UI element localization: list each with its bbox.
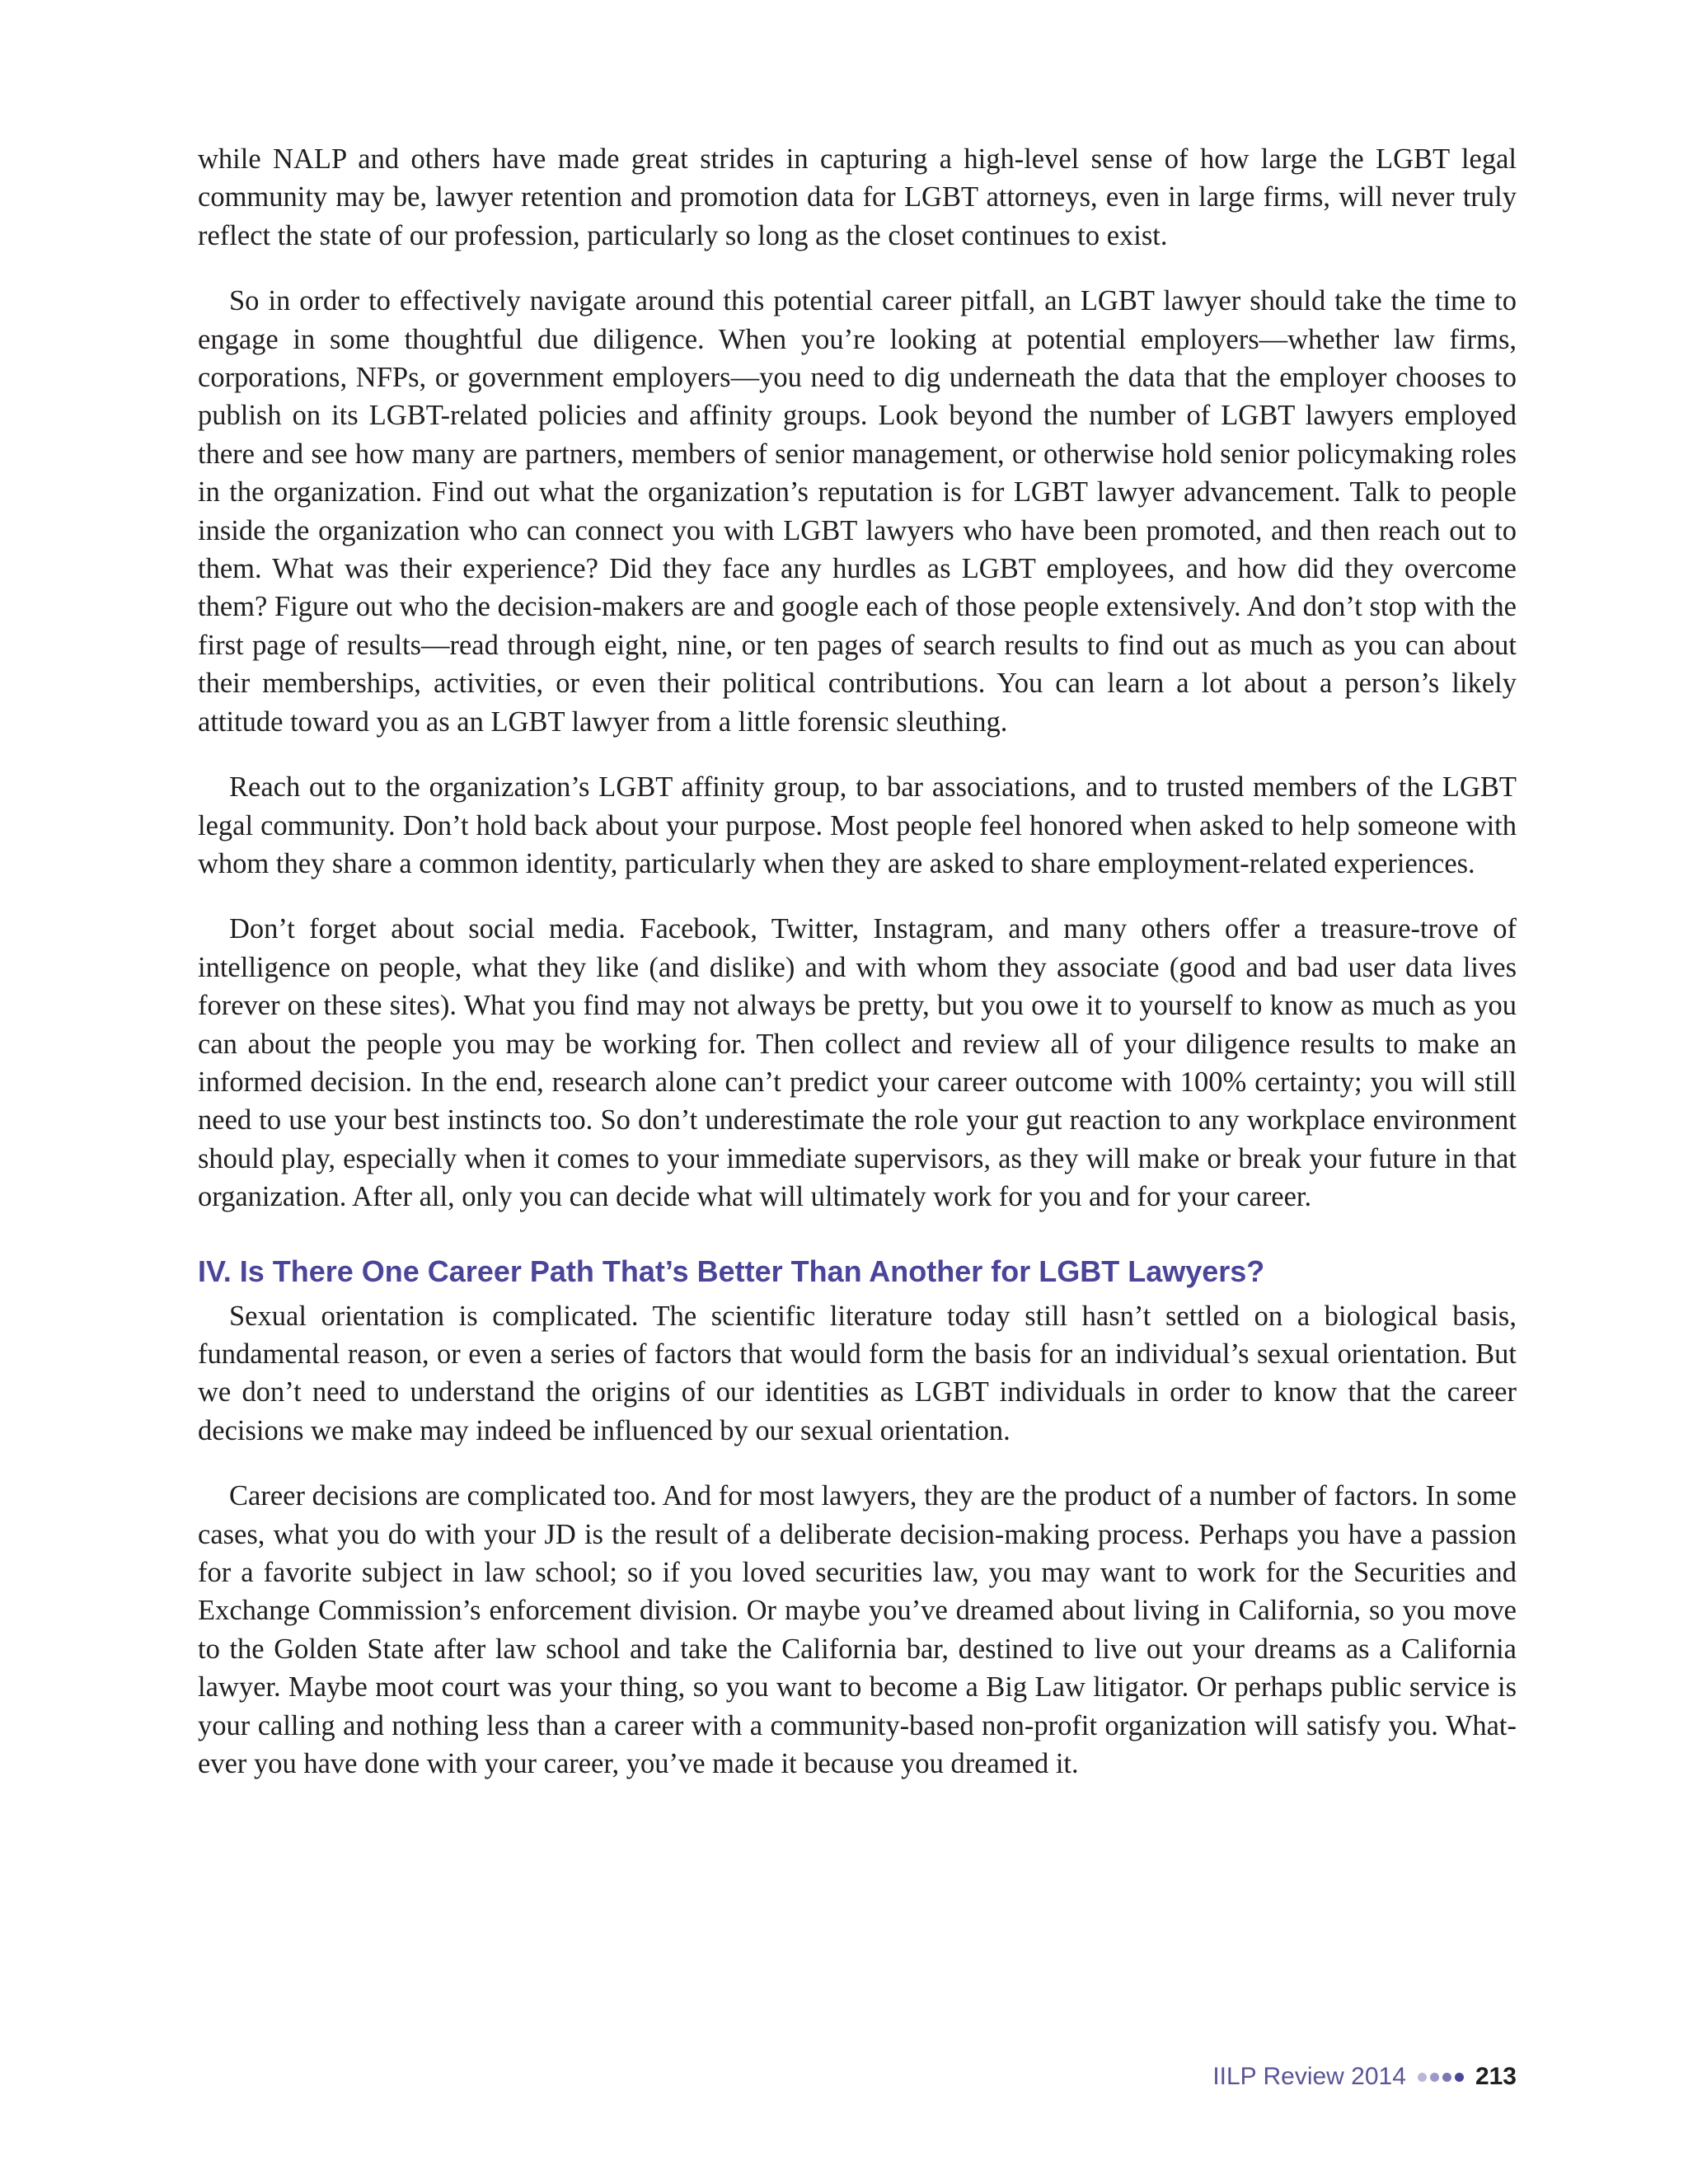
journal-title: IILP Review 2014 xyxy=(1212,2063,1406,2090)
section-heading: IV. Is There One Career Path That’s Better Than Another for LGBT Lawyers? xyxy=(198,1254,1265,1288)
page-body xyxy=(198,140,1517,1810)
footer-dot xyxy=(1418,2073,1427,2082)
paragraph-career-decisions: Career decisions are complicated too. And for most lawyers, they are the product of a number of factors. In some cases, what you do with your JD is the result of a deliberate decision-making process. Perhaps you have a passion for a favorite subject in law school; so if you loved securities law, you may want to work for the Securities and Exchange Commission’s enforcement division. Or maybe you’ve dreamed about living in California, so you move to the Golden State after law school and take the California bar, destined to live out your dreams as a California lawyer. Maybe moot court was your thing, so you want to become a Big Law litigator. Or perhaps public service is your calling and nothing less than a career with a community-based non-profit organization will satisfy you. Whatever you have done with your career, you’ve made it because you dreamed it. xyxy=(198,1480,1517,1780)
page-number: 213 xyxy=(1475,2063,1517,2090)
footer-dot xyxy=(1442,2073,1451,2082)
paragraph-sexual-orientation: Sexual orientation is complicated. The scientific literature today still hasn’t settled on a biological basis, fundamental reason, or even a series of factors that would form the basis for an individual’s sexual orientation. But we don’t need to understand the origins of our identities as LGBT individuals in order to know that the career decisions we make may indeed be influenced by our sexual orientation. xyxy=(198,1300,1517,1446)
footer-dot xyxy=(1455,2073,1464,2082)
paragraph-continued: while NALP and others have made great strides in capturing a high-level sense of how large the LGBT legal community may be, lawyer retention and promotion data for LGBT attorneys, even in large firms, will never truly reflect the state of our profession, particularly so long as the closet continues to exist. xyxy=(198,143,1517,251)
footer-dot xyxy=(1430,2073,1439,2082)
footer-dots-ornament xyxy=(1418,2073,1467,2082)
paragraph-due-diligence: So in order to effectively navigate around this potential career pitfall, an LGBT lawyer should take the time to engage in some thoughtful due diligence. When you’re looking at potential employers—whether law firms, corporations, NFPs, or government employers—you need to dig underneath the data that the employer chooses to publish on its LGBT-related policies and affinity groups. Look beyond the number of LGBT lawyers employed there and see how many are partners, members of senior management, or otherwise hold senior policymaking roles in the organization. Find out what the organization’s reputation is for LGBT lawyer advancement. Talk to people inside the organization who can connect you with LGBT lawyers who have been promoted, and then reach out to them. What was their experience? Did they face any hurdles as LGBT employees, and how did they overcome them? Figure out who the decision-makers are and google each of those people extensively. And don’t stop with the first page of results—read through eight, nine, or ten pages of search results to find out as much as you can about their memberships, activities, or even their political contributions. You can learn a lot about a person’s likely attitude toward you as an LGBT lawyer from a little forensic sleuthing. xyxy=(198,285,1517,738)
paragraph-reach-out: Reach out to the organization’s LGBT affinity group, to bar associations, and to trusted members of the LGBT legal community. Don’t hold back about your purpose. Most people feel honored when asked to help someone with whom they share a common identity, particularly when they are asked to share employment-related experiences. xyxy=(198,771,1517,879)
page-footer xyxy=(1212,2060,1517,2093)
paragraph-social-media: Don’t forget about social media. Facebook, Twitter, Instagram, and many others offer a treasure-trove of intelligence on people, what they like (and dislike) and with whom they associate (good and bad user data lives forever on these sites). What you find may not always be pretty, but you owe it to yourself to know as much as you can about the people you may be working for. Then collect and review all of your diligence results to make an informed decision. In the end, research alone can’t predict your career outcome with 100% certainty; you will still need to use your best instincts too. So don’t underestimate the role your gut reaction to any workplace environment should play, especially when it comes to your immediate supervisors, as they will make or break your future in that organization. After all, only you can decide what will ultimately work for you and for your career. xyxy=(198,913,1517,1213)
